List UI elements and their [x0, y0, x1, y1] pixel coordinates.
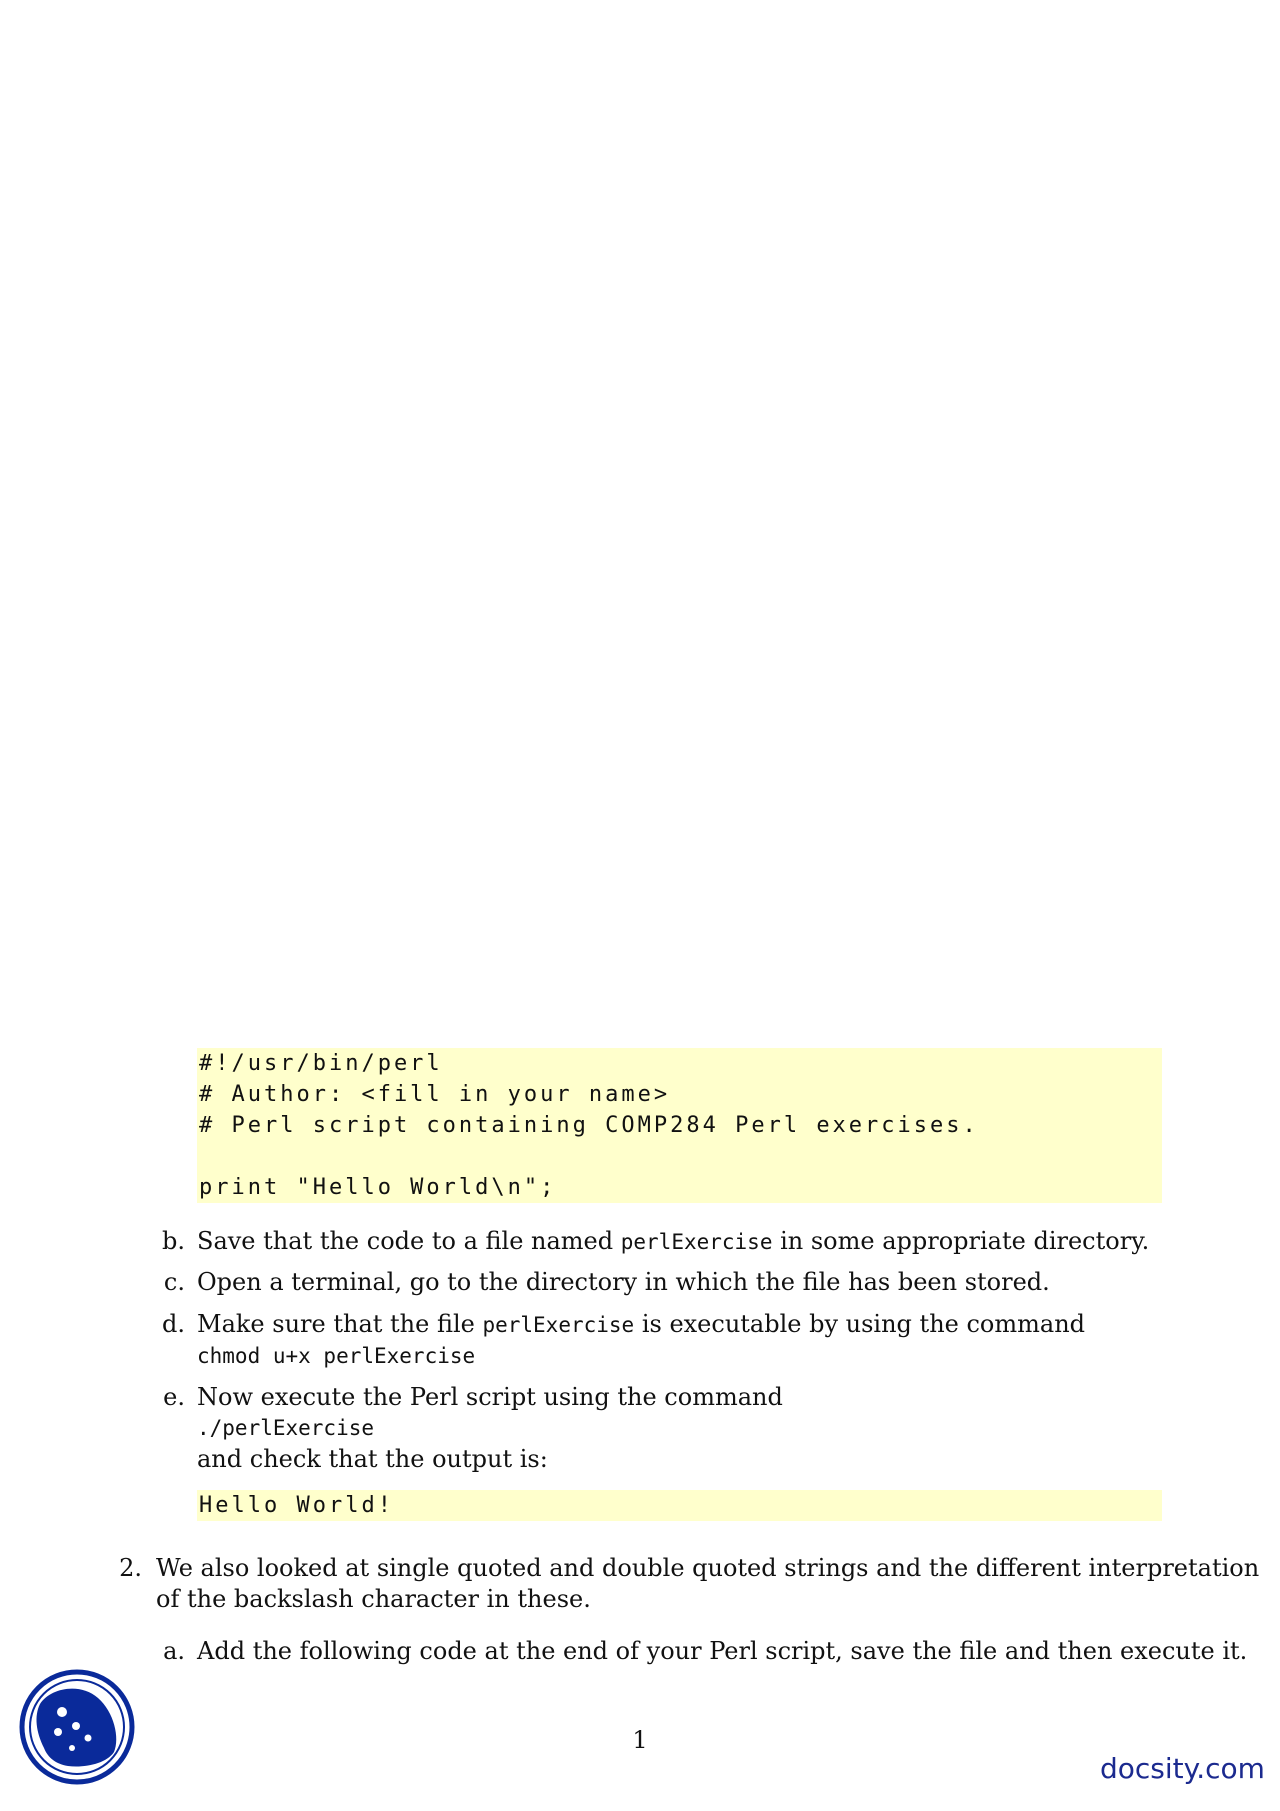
step-e-text: Now execute the Perl script using the command [197, 1383, 783, 1411]
step-d-pre: Make sure that the file [197, 1310, 483, 1338]
step-e-after: and check that the output is: [197, 1445, 548, 1473]
step-b-filename: perlExercise [620, 1230, 773, 1254]
step-d-command: chmod u+x perlExercise [197, 1344, 476, 1368]
item-2a-marker: a. [163, 1637, 185, 1665]
step-d-filename: perlExercise [482, 1313, 635, 1337]
code-line: # Author: <fill in your name> [199, 1082, 671, 1107]
code-line: #!/usr/bin/perl [199, 1051, 443, 1076]
docsity-logo-icon [18, 1668, 136, 1786]
code-line: # Perl script containing COMP284 Perl exercises. [199, 1113, 979, 1138]
step-b-post: in some appropriate directory. [772, 1227, 1150, 1255]
code-line: print "Hello World\n"; [199, 1175, 557, 1200]
step-e-marker: e. [163, 1383, 185, 1411]
item-2-marker: 2. [119, 1554, 142, 1582]
step-e-command: ./perlExercise [197, 1416, 375, 1440]
step-b-text [197, 1226, 1149, 1257]
step-d-text [197, 1309, 1085, 1340]
step-d-post: is executable by using the command [634, 1310, 1086, 1338]
page-number: 1 [632, 1726, 648, 1754]
code-block-output [197, 1490, 1162, 1521]
step-b-pre: Save that the code to a file named [197, 1227, 621, 1255]
code-line: Hello World! [199, 1493, 394, 1518]
brand-link[interactable]: docsity.com [1100, 1752, 1265, 1785]
step-d-marker: d. [162, 1310, 185, 1338]
step-c-marker: c. [163, 1268, 185, 1296]
step-c-text: Open a terminal, go to the directory in which the file has been stored. [197, 1268, 1050, 1296]
item-2-line2: of the backslash character in these. [156, 1585, 591, 1613]
code-line-blank [199, 1141, 1162, 1172]
code-block-perl-script [197, 1048, 1162, 1203]
item-2a-text: Add the following code at the end of your Perl script, save the file and then execute it. [197, 1637, 1248, 1665]
step-b-marker: b. [162, 1227, 185, 1255]
item-2-line1: We also looked at single quoted and double quoted strings and the different interpretation [156, 1554, 1260, 1582]
